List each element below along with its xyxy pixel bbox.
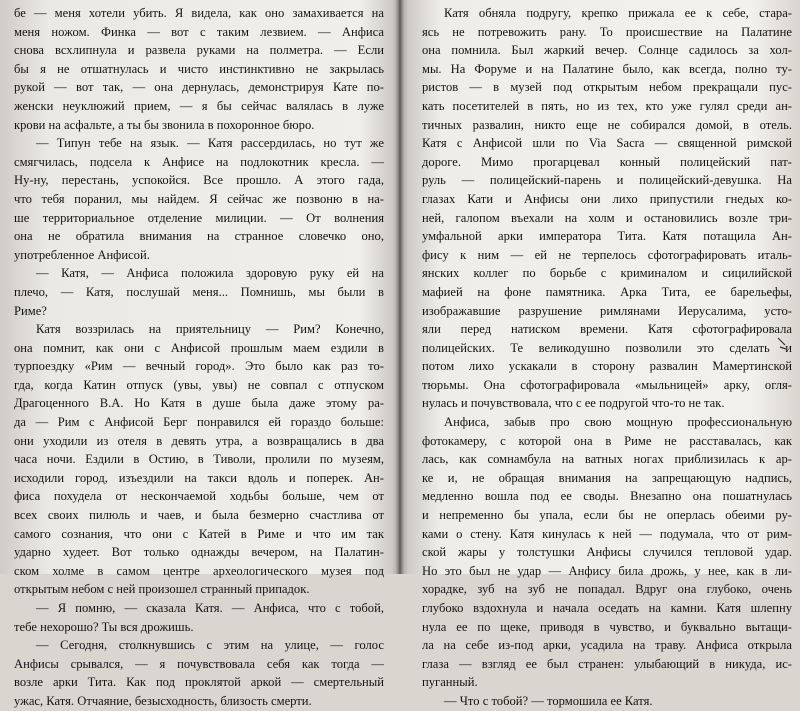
text-line: нулась и почувствовала, что с ее подругой что-то не так. bbox=[422, 396, 725, 411]
text-line: пуганный. bbox=[422, 675, 478, 690]
left-page-text bbox=[14, 4, 384, 711]
text-line: тебе нехорошо? Ты вся дрожишь. bbox=[14, 619, 194, 634]
text-line: медленно вошла под ее своды. Внезапно она пошатнулась bbox=[422, 489, 792, 504]
text-line: рукой — вот так, — она дернулась, демонстрируя Кате по- bbox=[14, 80, 384, 95]
text-line: Анфиса, забыв про свою мощную профессиональную bbox=[444, 415, 792, 430]
text-line: возле арки Тита. Как под проклятой аркой — смертельный bbox=[14, 675, 384, 690]
text-line: дороге. Мимо прогарцевал конный полицейский пат- bbox=[422, 154, 792, 169]
text-line: женски неуклюжий прием, — я бы сейчас валялась в луже bbox=[14, 98, 384, 113]
text-line: полицейских. Те великодушно позволили это сделать и bbox=[422, 340, 792, 355]
text-line: она помнила. Был жаркий вечер. Солнце садилось за хол- bbox=[422, 43, 792, 58]
text-line: — Типун тебе на язык. — Катя рассердилась, но тут же bbox=[36, 136, 384, 151]
text-line: ясь не потревожить рану. То происшествие на Палатине bbox=[422, 24, 792, 39]
text-line: исходили город, изъездили на такси вдоль и поперек. Ан- bbox=[14, 470, 384, 485]
text-line: янских коллег по борьбе с криминалом и сицилийской bbox=[422, 266, 792, 281]
text-line: яли перед натиском времени. Катя сфотографировала bbox=[422, 322, 792, 337]
text-line: потом лихо ускакали в сторону развалин Мамертинской bbox=[422, 359, 792, 374]
text-line: бы я не отшатнулась и чисто инстинктивно не закрылась bbox=[14, 61, 384, 76]
text-line: мафией на фоне памятника. Арка Тита, ее барельефы, bbox=[422, 284, 792, 299]
text-line: ше территориальное отделение милиции. — От волнения bbox=[14, 210, 384, 225]
text-line: мы. На Форуме и на Палатине было, как всегда, полно ту- bbox=[422, 61, 792, 76]
text-line: нула ее по щеке, приводя в чувство, и буквально вытащи- bbox=[422, 619, 792, 634]
text-line: ками о стену. Катя кинулась к ней — подумала, что от рим- bbox=[422, 526, 792, 541]
text-line: глаза — взгляд ее был странен: улыбающий в никуда, ис- bbox=[422, 656, 792, 671]
text-line: ней, галопом въехали на холм и остановились возле три- bbox=[422, 210, 792, 225]
text-line: смягчилась, подсела к Анфисе на подлокотник кресла. — bbox=[14, 154, 384, 169]
text-line: всех своих пилюль и чаев, и была безмерно счастлива от bbox=[14, 508, 384, 523]
text-line: она не обратила внимания на странное словечко оно, bbox=[14, 229, 384, 244]
text-line: Но это был не удар — Анфису била дрожь, у нее, как в ли- bbox=[422, 563, 792, 578]
text-line: бе — меня хотели убить. Я видела, как оно замахивается на bbox=[14, 6, 384, 20]
text-line: тюрьмы. Она сфотографировала «мыльницей» арку, огля- bbox=[422, 377, 792, 392]
text-line: — Сегодня, столкнувшись с этим на улице, — голос bbox=[36, 638, 384, 653]
text-line: фиса похудела от нескончаемой ходьбы больше, чем от bbox=[14, 489, 384, 504]
text-line: открытым небом с ней произошел странный припадок. bbox=[14, 582, 310, 597]
text-line: глазах Кати и Анфисы они лихо припустили гнедых ко- bbox=[422, 191, 792, 206]
text-line: что тебя поранил, мы найдем. Я сейчас же позвоню в на- bbox=[14, 191, 384, 206]
text-line: — Что с тобой? — тормошила ее Катя. bbox=[444, 693, 653, 708]
text-line: ла на себе из-под арки, усадила на траву. Анфиса открыла bbox=[422, 638, 792, 653]
text-line: фису к ним — ей не терпелось сфотографировать италь- bbox=[422, 247, 792, 262]
text-line: употребленное Анфисой. bbox=[14, 247, 150, 262]
text-line: плечо, — Катя, послушай меня... Помнишь, мы были в bbox=[14, 284, 384, 299]
text-line: изображавшие разрушение римлянами Иерусалима, усто- bbox=[422, 303, 792, 318]
right-page bbox=[402, 0, 800, 708]
text-line: фотокамеру, с которой она в Риме не расставалась, как bbox=[422, 433, 792, 448]
text-line: крови на асфальте, а ты бы звонила в похоронное бюро. bbox=[14, 117, 315, 132]
text-line: лась, как сомнамбула на ватных ногах приблизилась к ар- bbox=[422, 452, 792, 467]
text-line: гда, когда Катин отпуск (увы, увы) не совпал с отпуском bbox=[14, 377, 384, 392]
text-line: Катя воззрилась на приятельницу — Рим? Конечно, bbox=[36, 322, 384, 337]
text-line: Катя с Анфисой шли по Via Sacra — священной римской bbox=[422, 136, 792, 151]
text-line: руль — полицейский-парень и полицейский-девушка. На bbox=[422, 173, 792, 188]
text-line: Анфисы срывался, — я почувствовала себя как тогда — bbox=[14, 656, 384, 671]
text-line: — Я помню, — сказала Катя. — Анфиса, что с тобой, bbox=[36, 601, 384, 615]
text-line: кать посетителей в пять, но из тех, кто уже гулял среди ан- bbox=[422, 98, 792, 113]
text-line: да — Рим с Анфисой Берг понравился ей гораздо больше: bbox=[14, 415, 384, 430]
text-line: и непременно бы упала, если бы не оперлась обеими ру- bbox=[422, 508, 792, 523]
text-line: ском холме в самом центре археологического музея под bbox=[14, 563, 384, 578]
text-line: ристов — в музей под открытым небом прекращали пус- bbox=[422, 80, 792, 95]
text-line: снова всхлипнула и развела руками на полметра. — Если bbox=[14, 43, 384, 58]
text-line: Риме? bbox=[14, 303, 47, 318]
text-line: Катя обняла подругу, крепко прижала ее к себе, стара- bbox=[444, 6, 792, 20]
text-line: ке и, не обращая внимания на запрещающую надпись, bbox=[422, 470, 792, 485]
text-line: ужас, Катя. Отчаяние, безысходность, близость смерти. bbox=[14, 693, 312, 708]
text-line: Драгоценного В.А. Но Катя в душе была даже этому ра- bbox=[14, 396, 384, 411]
text-line: хорадке, зуб на зуб не попадал. Вдруг она глубоко, очень bbox=[422, 582, 792, 597]
text-line: тичных развалин, никто еще не собирался домой, в отель. bbox=[422, 117, 792, 132]
text-line: умфальной арки императора Тита. Катя потащила Ан- bbox=[422, 229, 792, 244]
text-line: — Катя, — Анфиса положила здоровую руку ей на bbox=[36, 266, 384, 281]
text-line: часа ночи. Ездили в Остию, в Тиволи, пролили по музеям, bbox=[14, 452, 384, 467]
text-line: она помнит, как они с Анфисой прошлым маем ездили в bbox=[14, 340, 384, 355]
left-page bbox=[0, 0, 398, 708]
text-line: самого сознания, что они с Катей в Риме и что им так bbox=[14, 526, 384, 541]
right-page-text bbox=[422, 4, 792, 711]
text-line: глубоко вздохнула и начала оседать на камни. Катя шлепну bbox=[422, 601, 792, 615]
text-line: Ну-ну, перестань, успокойся. Все прошло. А этого гада, bbox=[14, 173, 384, 188]
text-line: они уходили из отеля в девять утра, а возвращались в два bbox=[14, 433, 384, 448]
text-line: турпоездку «Рим — вечный город». Это было как раз то- bbox=[14, 359, 384, 374]
text-line: ской жары у толстушки Анфисы случился тепловой удар. bbox=[422, 545, 792, 560]
text-line: ударно худеет. Вот только однажды вечером, на Палатин- bbox=[14, 545, 384, 560]
text-line: меня ножом. Финка — вот с таким лезвием. — Анфиса bbox=[14, 24, 384, 39]
